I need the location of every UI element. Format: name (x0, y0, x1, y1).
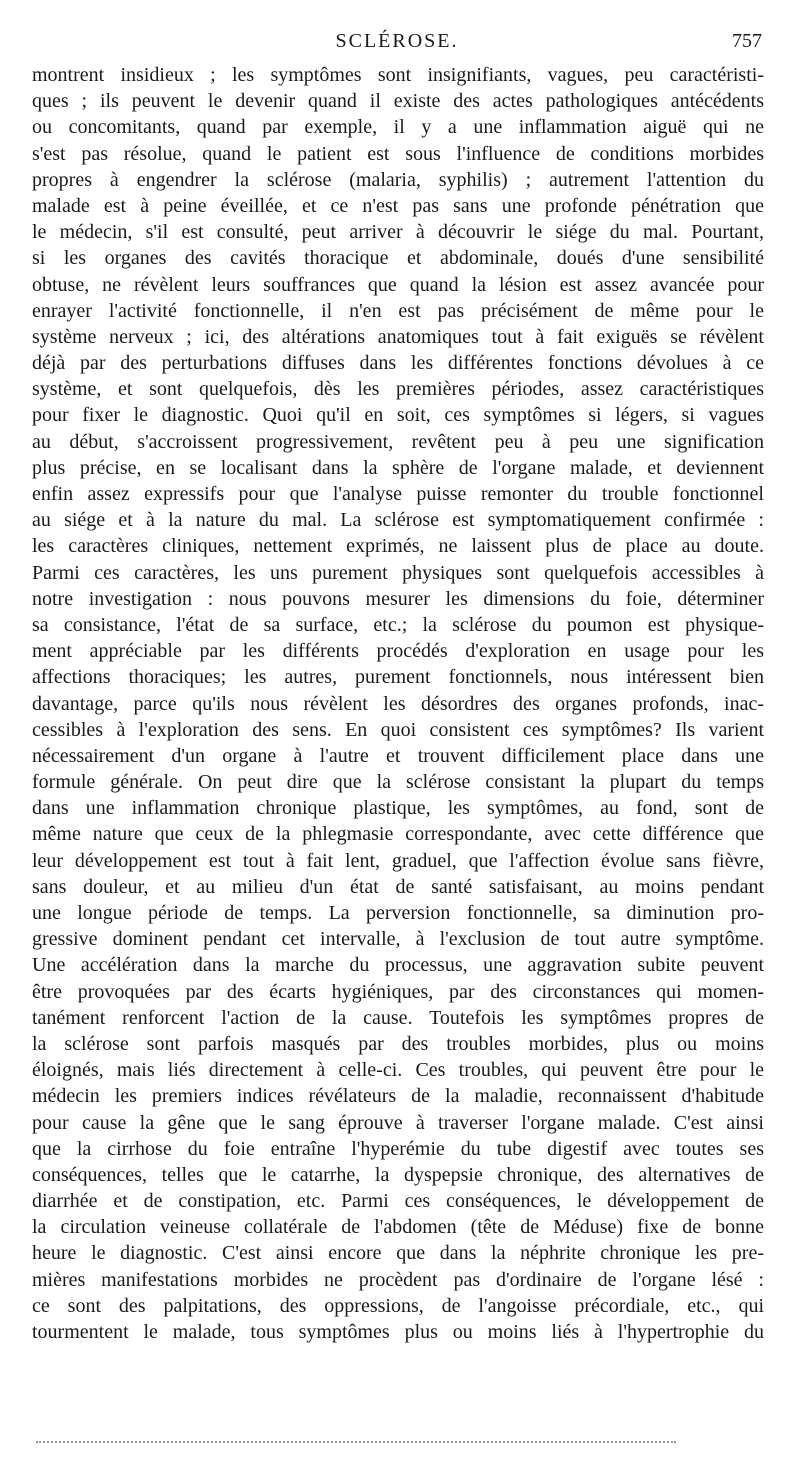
text-line: au début, s'accroissent progressivement, revêtent peu à peu une signification (32, 430, 764, 453)
text-line: les caractères cliniques, nettement exprimés, ne laissent plus de place au doute. (32, 535, 764, 558)
text-line: être provoquées par des écarts hygiéniques, par des circonstances qui momen- (32, 980, 764, 1003)
text-line: cessibles à l'exploration des sens. En quoi consistent ces symptômes? Ils varient (32, 718, 764, 741)
text-line: médecin les premiers indices révélateurs de la maladie, reconnaissent d'habitude (32, 1085, 764, 1108)
text-line: gressive dominent pendant cet intervalle, à l'exclusion de tout autre symptôme. (32, 928, 764, 951)
text-line: système nerveux ; ici, des altérations anatomiques tout à fait exiguës se révèlent (32, 325, 764, 348)
text-line: obtuse, ne révèlent leurs souffrances que quand la lésion est assez avancée pour (32, 273, 764, 296)
text-line: ce sont des palpitations, des oppressions, de l'angoisse précordiale, etc., qui (32, 1294, 764, 1317)
running-title: SCLÉROSE. (335, 30, 459, 52)
text-line: ques ; ils peuvent le devenir quand il existe des actes pathologiques antécédents (32, 90, 764, 113)
text-line: que la cirrhose du foie entraîne l'hyperémie du tube digestif avec toutes ses (32, 1137, 764, 1160)
running-head (32, 30, 762, 56)
text-line: heure le diagnostic. C'est ainsi encore que dans la néphrite chronique les pre- (32, 1242, 764, 1265)
text-line: système, et sont quelquefois, dès les premières périodes, assez caractéristiques (32, 378, 764, 401)
text-line: si les organes des cavités thoracique et abdominale, doués d'une sensibilité (32, 247, 764, 270)
text-line: formule générale. On peut dire que la sclérose consistant la plupart du temps (32, 771, 764, 794)
text-line: plus précise, en se localisant dans la sphère de l'organe malade, et deviennent (32, 456, 764, 479)
footer-dotted-rule (36, 1441, 676, 1443)
text-line: notre investigation : nous pouvons mesurer les dimensions du foie, déterminer (32, 587, 764, 610)
text-line: sa consistance, l'état de sa surface, etc.; la sclérose du poumon est physique- (32, 613, 764, 636)
page-number: 757 (732, 30, 762, 52)
text-line: déjà par des perturbations diffuses dans les différentes fonctions dévolues à ce (32, 352, 764, 375)
text-line: dans une inflammation chronique plastique, les symptômes, au fond, sont de (32, 797, 764, 820)
text-line: la sclérose sont parfois masqués par des troubles morbides, plus ou moins (32, 1032, 764, 1055)
text-line: sans douleur, et au milieu d'un état de santé satisfaisant, au moins pendant (32, 875, 764, 898)
text-line: mières manifestations morbides ne procèdent pas d'ordinaire de l'organe lésé : (32, 1268, 764, 1291)
text-line: une longue période de temps. La perversion fonctionnelle, sa diminution pro- (32, 902, 764, 924)
text-line: ou concomitants, quand par exemple, il y a une inflammation aiguë qui ne (32, 116, 764, 139)
text-line: ment appréciable par les différents procédés d'exploration en usage pour les (32, 640, 764, 663)
text-line: éloignés, mais liés directement à celle-ci. Ces troubles, qui peuvent être pour le (32, 1059, 764, 1082)
text-line: malade est à peine éveillée, et ce n'est pas sans une profonde pénétration que (32, 194, 764, 217)
text-line: la circulation veineuse collatérale de l'abdomen (tête de Méduse) fixe de bonne (32, 1216, 764, 1239)
text-line: nécessairement d'un organe à l'autre et trouvent difficilement place dans une (32, 744, 764, 767)
text-line: propres à engendrer la sclérose (malaria, syphilis) ; autrement l'attention du (32, 168, 764, 191)
text-line: tourmentent le malade, tous symptômes plus ou moins liés à l'hypertrophie du (32, 1321, 764, 1343)
text-line: Parmi ces caractères, les uns purement physiques sont quelquefois accessibles à (32, 561, 764, 584)
text-line: davantage, parce qu'ils nous révèlent les désordres des organes profonds, inac- (32, 692, 764, 715)
text-line: le médecin, s'il est consulté, peut arriver à découvrir le siége du mal. Pourtant, (32, 221, 764, 244)
text-line: montrent insidieux ; les symptômes sont insignifiants, vagues, peu caractéristi- (32, 64, 764, 86)
text-line: enfin assez expressifs pour que l'analyse puisse remonter du trouble fonctionnel (32, 483, 764, 505)
text-line: conséquences, telles que le catarrhe, la dyspepsie chronique, des alternatives de (32, 1163, 764, 1186)
text-line: pour fixer le diagnostic. Quoi qu'il en soit, ces symptômes si légers, si vagues (32, 404, 764, 427)
text-line: au siége et à la nature du mal. La sclérose est symptomatiquement confirmée : (32, 509, 764, 532)
text-line: s'est pas résolue, quand le patient est sous l'influence de conditions morbides (32, 142, 764, 165)
text-line: diarrhée et de constipation, etc. Parmi ces conséquences, le développement de (32, 1190, 764, 1213)
text-line: pour cause la gêne que le sang éprouve à traverser l'organe malade. C'est ainsi (32, 1111, 764, 1134)
text-line: même nature que ceux de la phlegmasie correspondante, avec cette différence que (32, 823, 764, 846)
text-line: enrayer l'activité fonctionnelle, il n'en est pas précisément de même pour le (32, 299, 764, 322)
text-line: affections thoraciques; les autres, purement fonctionnels, nous intéressent bien (32, 666, 764, 689)
text-line: Une accélération dans la marche du processus, une aggravation subite peuvent (32, 954, 764, 977)
text-line: leur développement est tout à fait lent, graduel, que l'affection évolue sans fièvre, (32, 849, 764, 872)
body-text (32, 62, 764, 1345)
text-line: tanément renforcent l'action de la cause. Toutefois les symptômes propres de (32, 1006, 764, 1029)
